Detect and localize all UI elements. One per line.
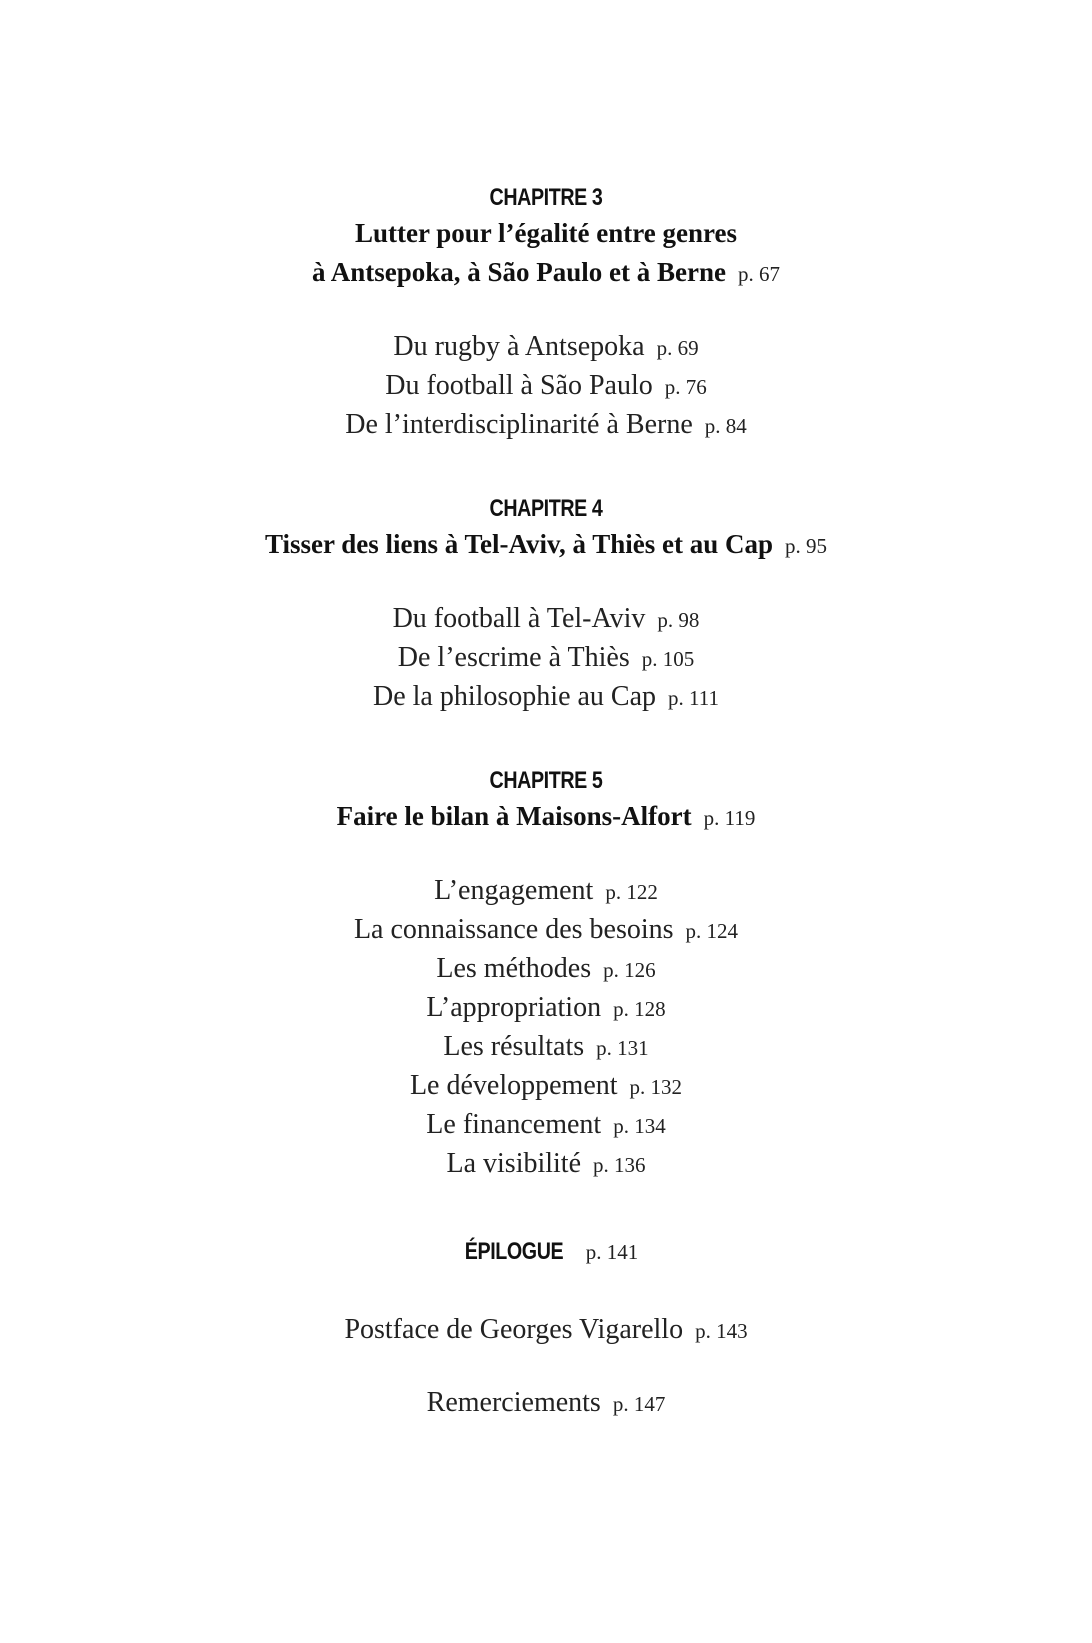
section-title: Du football à Tel-Aviv xyxy=(392,603,646,634)
section-list xyxy=(0,872,1092,1184)
section-entry xyxy=(0,1145,1092,1184)
section-page-ref: p. 124 xyxy=(685,919,739,943)
section-entry xyxy=(0,639,1092,678)
chapter-title-text: Faire le bilan à Maisons-Alfort xyxy=(336,801,692,831)
section-entry xyxy=(0,678,1092,717)
section-list xyxy=(0,600,1092,717)
section-entry xyxy=(0,328,1092,367)
section-page-ref: p. 105 xyxy=(641,647,695,671)
section-list xyxy=(0,328,1092,445)
chapter-title-line xyxy=(0,797,1092,838)
section-page-ref: p. 111 xyxy=(668,686,719,710)
section-title: Du football à São Paulo xyxy=(385,370,653,401)
section-page-ref: p. 76 xyxy=(664,375,707,399)
epilogue-entry xyxy=(0,1232,1092,1275)
postface-title: Postface de Georges Vigarello xyxy=(344,1314,684,1345)
chapter-page-ref: p. 95 xyxy=(785,534,828,558)
section-entry xyxy=(0,367,1092,406)
section-title: De l’escrime à Thiès xyxy=(397,642,630,673)
section-title: L’engagement xyxy=(434,875,594,906)
remerciements-page-ref: p. 147 xyxy=(612,1392,666,1416)
chapter-4-block xyxy=(0,493,1092,717)
section-entry xyxy=(0,600,1092,639)
chapter-title-text: Tisser des liens à Tel-Aviv, à Thiès et au Cap xyxy=(264,529,774,559)
section-page-ref: p. 69 xyxy=(656,336,699,360)
section-title: De l’interdisciplinarité à Berne xyxy=(345,409,693,440)
chapter-title-text: à Antsepoka, à São Paulo et à Berne xyxy=(311,257,727,287)
epilogue-page-ref: p. 141 xyxy=(585,1240,639,1264)
section-title: Le financement xyxy=(426,1109,602,1140)
chapter-page-ref: p. 67 xyxy=(738,262,781,286)
section-title: Le développement xyxy=(409,1070,618,1101)
section-title: Du rugby à Antsepoka xyxy=(393,331,645,362)
section-page-ref: p. 136 xyxy=(593,1153,646,1177)
section-entry xyxy=(0,406,1092,445)
section-page-ref: p. 98 xyxy=(657,608,700,632)
section-title: Les méthodes xyxy=(436,953,592,984)
chapter-label: CHAPITRE 4 xyxy=(489,495,603,522)
remerciements-entry xyxy=(0,1384,1092,1423)
chapter-title-line xyxy=(0,253,1092,294)
section-entry xyxy=(0,989,1092,1028)
remerciements-title: Remerciements xyxy=(426,1387,601,1418)
section-entry xyxy=(0,950,1092,989)
section-entry xyxy=(0,1106,1092,1145)
section-title: L’appropriation xyxy=(426,992,602,1023)
chapter-label: CHAPITRE 3 xyxy=(489,184,603,211)
section-page-ref: p. 134 xyxy=(613,1114,666,1138)
chapter-page-ref: p. 119 xyxy=(703,806,756,830)
epilogue-label: ÉPILOGUE xyxy=(464,1238,563,1265)
section-page-ref: p. 122 xyxy=(605,880,658,904)
section-title: La visibilité xyxy=(446,1148,582,1179)
chapter-title-line xyxy=(0,525,1092,566)
chapter-3-block xyxy=(0,182,1092,445)
section-entry xyxy=(0,1028,1092,1067)
section-page-ref: p. 132 xyxy=(629,1075,683,1099)
postface-entry xyxy=(0,1311,1092,1350)
section-title: Les résultats xyxy=(443,1031,585,1062)
section-page-ref: p. 128 xyxy=(613,997,666,1021)
section-title: La connaissance des besoins xyxy=(353,914,674,945)
section-title: De la philosophie au Cap xyxy=(372,681,657,712)
section-page-ref: p. 126 xyxy=(603,958,656,982)
section-page-ref: p. 84 xyxy=(704,414,747,438)
chapter-5-block xyxy=(0,765,1092,1184)
section-entry xyxy=(0,1067,1092,1106)
chapter-title-line: Lutter pour l’égalité entre genres xyxy=(355,218,737,248)
section-entry xyxy=(0,911,1092,950)
section-entry xyxy=(0,872,1092,911)
section-page-ref: p. 131 xyxy=(596,1036,649,1060)
chapter-label: CHAPITRE 5 xyxy=(489,767,603,794)
postface-page-ref: p. 143 xyxy=(695,1319,748,1343)
